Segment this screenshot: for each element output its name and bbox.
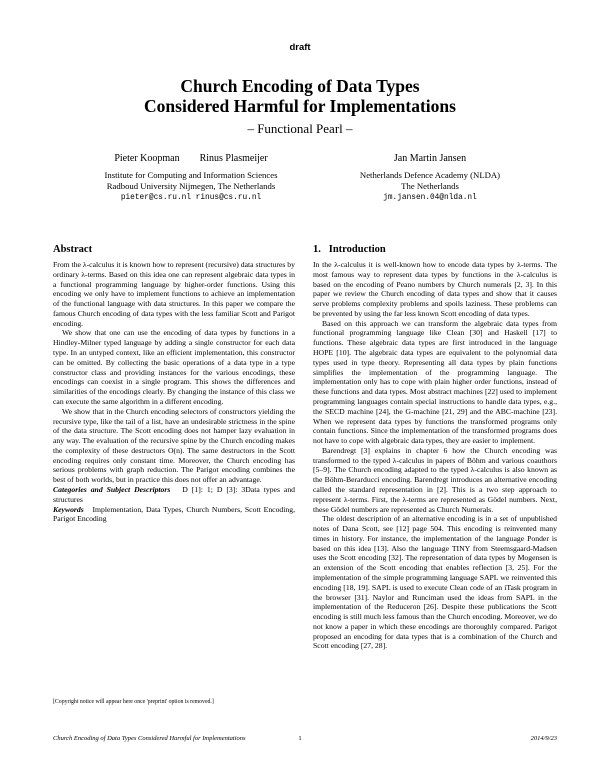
right-column (313, 244, 557, 651)
keywords-text: Implementation, Data Types, Church Numbers, Scott Encoding, Parigot Encoding (53, 504, 296, 524)
affiliation-right-2: The Netherlands (401, 181, 459, 192)
abstract-paragraph: We show that in the Church encoding selectors of constructors yielding the recursive type, like the tail of a list, have an undesirable strictness in the spine of the data structure. The Scott encoding does not hamper lazy evaluation in any way. The evaluation of the recursive spine by the Church encoding makes the complexity of these destructors O(n). The same destructors in the Scott encoding requires only constant time. Moreover, the Church encoding has serious problems with graph reduction. The Parigot encoding combines the best of both worlds, but in practice this does not offer an advantage. (53, 406, 295, 485)
categories-text: D [1]: 1; D [3]: 3Data types and structures (53, 484, 296, 504)
intro-paragraph: In the λ-calculus it is well-known how to encode data types by λ-terms. The most famous way to represent data types by functions in the λ-calculus is based on the encoding of Peano numbers by Church numerals [2, 3]. In this paper we review the Church encoding of data types and show that it causes serve problems complexity problems and spoils laziness. These problems can be prevented by using the far less known Scott encoding of data types. (313, 260, 557, 318)
keywords-label: Keywords (53, 504, 84, 514)
paper-title-line2: Considered Harmful for Implementations (144, 96, 456, 116)
copyright-notice: [Copyright notice will appear here once 'preprint' option is removed.] (53, 699, 214, 705)
abstract-paragraph: We show that one can use the encoding of data types by functions in a Hindley-Milner typed language by adding a single constructor for each data type. In an untyped context, like an efficient implementation, this constructor can be omitted. By collecting the basic operations of a data type in a type constructor class and providing instances for the various encodings, these encodings can coexist in a single program. This shows the differences and similarities of the encodings clearly. By changing the instance of this class we can execute the same algorithm in a different encoding. (53, 328, 295, 406)
intro-paragraph: Barendregt [3] explains in chapter 6 how the Church encoding was transformed to the typed λ-calculus in papers of Böhm and various coauthors [5–9]. The Church encoding adapted to the typed λ-calculus is also known as the Böhm-Berarducci encoding. Barendregt introduces an alternative encoding called the standard representation in [2]. This is a two step approach to represent λ-terms. First, the λ-terms are represented as Gödel numbers. Next, these Gödel numbers are represented as Church Numerals. (313, 445, 557, 514)
paper-subtitle: – Functional Pearl – (247, 121, 353, 136)
categories-label: Categories and Subject Descriptors (53, 484, 171, 494)
affiliation-right-1: Netherlands Defence Academy (NLDA) (359, 170, 501, 180)
intro-paragraph: The oldest description of an alternative encoding is in a set of unpublished notes of Dana Scott, see [12] page 504. This encoding is reinvented many times in history. For instance, the implementation of the language Ponder is based on this idea [13]. Also the language TINY from Steemsgaard-Madsen uses the Scott encoding [32]. The representation of data types by Mogensen is an extension of the Scott encoding that enables reflection [3, 25]. For the implementation of the simple programming language SAPL we reinvented this encoding [18, 19]. SAPL is used to execute Clean code of an iTask program in the browser [31]. Naylor and Runciman used the ideas from SAPL in the implementation of the Reduceron [26]. Despite these publications the Scott encoding is still much less famous than the Church encoding. Moreover, we do not know a paper in which these encodings are thoroughly compared. Parigot proposed an encoding for data types that is a combination of the Church and Scott encoding [27, 28]. (313, 514, 557, 651)
footer-date: 2014/9/23 (530, 735, 557, 742)
footer-running-title: Church Encoding of Data Types Considered Harmful for Implementations (53, 735, 246, 742)
draft-label: draft (289, 42, 311, 53)
author-names-left: Pieter Koopman Rinus Plasmeijer (114, 153, 268, 164)
introduction-heading: 1. Introduction (313, 244, 386, 255)
paper-title-line1: Church Encoding of Data Types (180, 76, 420, 96)
abstract-paragraph: From the λ-calculus it is known how to represent (recursive) data structures by ordinary λ-terms. Based on this idea one can represent algebraic data types in a functional programming language by higher-order functions. Using this encoding we only have to implement functions to achieve an implementation of the functional language with data structures. In this paper we compare the famous Church encoding of data types with the less familiar Scott and Parigot encoding. (53, 260, 295, 328)
left-column (53, 244, 295, 524)
footer-page-number: 1 (298, 735, 302, 742)
email-left[interactable]: pieter@cs.ru.nl rinus@cs.ru.nl (120, 193, 262, 202)
affiliation-left-1: Institute for Computing and Information Sciences (104, 170, 278, 180)
keywords (53, 505, 295, 525)
abstract-heading: Abstract (53, 244, 93, 255)
categories-descriptors (53, 485, 295, 505)
author-block-right (330, 152, 530, 204)
email-right[interactable]: jm.jansen.04@nlda.nl (383, 193, 477, 202)
affiliation-left-2: Radboud University Nijmegen, The Netherlands (106, 181, 276, 192)
intro-paragraph: Based on this approach we can transform the algebraic data types from functional programming language like Clean [30] and Haskell [17] to functions. These algebraic data types are first introduced in the language HOPE [10]. The algebraic data types are equivalent to the polynomial data types used in type theory. Representing all data types by plain functions simplifies the implementation of the programming language. The implementation only has to cope with plain higher order functions, instead of these functions and data types. Most abstract machines [22] used to implement programming languages contain special instructions to handle data types, e.g., the SECD machine [24], the G-machine [21, 29] and the ABC-machine [23]. When we represent data types by functions the transformed programs only contain functions. Since the implementation of the transformed programs does not have to cope with algebraic data types, they are easier to implement. (313, 318, 557, 446)
author-block-left (66, 152, 316, 204)
author-names-right: Jan Martin Jansen (393, 153, 467, 164)
